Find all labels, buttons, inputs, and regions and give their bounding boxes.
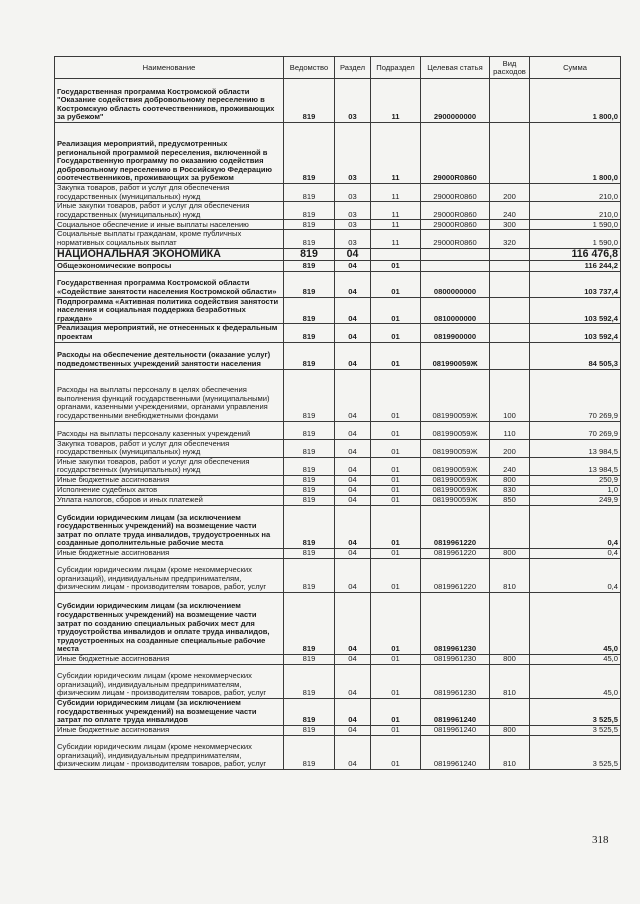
cell-ved: 819 — [284, 475, 335, 485]
cell-razdel: 04 — [335, 592, 371, 654]
cell-name: Подпрограмма «Активная политика содействия занятости населения и социальная поддержка безработных граждан» — [55, 297, 284, 324]
cell-podrazdel: 01 — [371, 735, 421, 769]
cell-ved: 819 — [284, 735, 335, 769]
table-row — [55, 654, 621, 664]
cell-name: Закупка товаров, работ и услуг для обеспечения государственных (муниципальных) нужд — [55, 184, 284, 202]
cell-name: Субсидии юридическим лицам (за исключением государственных учреждений) на возмещение части затрат по оплате труда инвалидов, трудоустроенных на созданные дополнительные рабочие места — [55, 505, 284, 548]
cell-podrazdel: 01 — [371, 548, 421, 558]
cell-name: Социальное обеспечение и иные выплаты населению — [55, 220, 284, 230]
table-row — [55, 592, 621, 654]
cell-podrazdel: 01 — [371, 698, 421, 725]
cell-ved: 819 — [284, 457, 335, 475]
table-row — [55, 457, 621, 475]
cell-vid — [490, 324, 530, 342]
cell-name: Субсидии юридическим лицам (кроме некоммерческих организаций), индивидуальным предпринимателям, физическим лицам - производителям товаров, работ, услуг — [55, 558, 284, 592]
cell-razdel: 03 — [335, 123, 371, 184]
cell-vid: 110 — [490, 421, 530, 439]
cell-summa: 103 592,4 — [530, 324, 621, 342]
cell-ved: 819 — [284, 260, 335, 271]
table-row — [55, 297, 621, 324]
cell-celevaya: 0810000000 — [421, 297, 490, 324]
cell-razdel: 04 — [335, 505, 371, 548]
cell-celevaya: 0819961220 — [421, 548, 490, 558]
cell-podrazdel: 11 — [371, 79, 421, 123]
cell-summa: 103 737,4 — [530, 271, 621, 297]
cell-podrazdel: 11 — [371, 230, 421, 248]
budget-table — [54, 56, 621, 770]
cell-ved: 819 — [284, 725, 335, 735]
cell-razdel: 04 — [335, 558, 371, 592]
cell-vid — [490, 698, 530, 725]
cell-celevaya: 0819961240 — [421, 698, 490, 725]
cell-summa: 3 525,5 — [530, 698, 621, 725]
cell-name: Иные бюджетные ассигнования — [55, 475, 284, 485]
cell-razdel: 04 — [335, 271, 371, 297]
cell-ved: 819 — [284, 184, 335, 202]
cell-podrazdel: 01 — [371, 495, 421, 505]
cell-summa: 116 244,2 — [530, 260, 621, 271]
table-row — [55, 698, 621, 725]
cell-ved: 819 — [284, 592, 335, 654]
cell-name: Иные бюджетные ассигнования — [55, 654, 284, 664]
cell-summa: 1,0 — [530, 485, 621, 495]
table-row — [55, 664, 621, 698]
cell-ved: 819 — [284, 271, 335, 297]
cell-razdel: 03 — [335, 79, 371, 123]
cell-podrazdel: 01 — [371, 558, 421, 592]
cell-razdel: 04 — [335, 457, 371, 475]
cell-vid: 100 — [490, 369, 530, 421]
cell-celevaya: 2900000000 — [421, 79, 490, 123]
cell-summa: 0,4 — [530, 505, 621, 548]
cell-name: Государственная программа Костромской области "Оказание содействия добровольному переселению в Костромскую область соотечественников, проживающих за рубежом" — [55, 79, 284, 123]
cell-summa: 0,4 — [530, 558, 621, 592]
cell-vid: 800 — [490, 548, 530, 558]
cell-ved: 819 — [284, 230, 335, 248]
cell-ved: 819 — [284, 324, 335, 342]
cell-podrazdel: 01 — [371, 485, 421, 495]
cell-summa: 103 592,4 — [530, 297, 621, 324]
cell-celevaya: 0819961240 — [421, 725, 490, 735]
cell-razdel: 03 — [335, 230, 371, 248]
cell-razdel: 03 — [335, 220, 371, 230]
cell-ved: 819 — [284, 297, 335, 324]
cell-vid: 240 — [490, 202, 530, 220]
cell-razdel: 04 — [335, 439, 371, 457]
cell-name: Реализация мероприятий, предусмотренных региональной программой переселения, включенной в Государственную программу по оказанию содействия добровольному переселению в Российскую Федерацию соотечественников, проживающих за рубежом — [55, 123, 284, 184]
cell-podrazdel: 01 — [371, 505, 421, 548]
cell-vid — [490, 123, 530, 184]
cell-celevaya: 0819961230 — [421, 592, 490, 654]
table-row — [55, 260, 621, 271]
cell-name: Субсидии юридическим лицам (кроме некоммерческих организаций), индивидуальным предпринимателям, физическим лицам - производителям товаров, работ, услуг — [55, 735, 284, 769]
table-row — [55, 735, 621, 769]
cell-podrazdel: 11 — [371, 202, 421, 220]
cell-podrazdel: 01 — [371, 271, 421, 297]
header-name: Наименование — [55, 57, 284, 79]
cell-vid — [490, 297, 530, 324]
cell-name: Иные закупки товаров, работ и услуг для обеспечения государственных (муниципальных) нужд — [55, 457, 284, 475]
cell-vid: 240 — [490, 457, 530, 475]
cell-name: НАЦИОНАЛЬНАЯ ЭКОНОМИКА — [55, 248, 284, 260]
cell-ved: 819 — [284, 485, 335, 495]
cell-ved: 819 — [284, 495, 335, 505]
table-row — [55, 439, 621, 457]
cell-name: Иные бюджетные ассигнования — [55, 548, 284, 558]
cell-razdel: 04 — [335, 248, 371, 260]
table-row — [55, 230, 621, 248]
cell-celevaya: 0819900000 — [421, 324, 490, 342]
cell-razdel: 03 — [335, 184, 371, 202]
cell-razdel: 04 — [335, 698, 371, 725]
cell-celevaya: 081990059Ж — [421, 369, 490, 421]
cell-vid — [490, 248, 530, 260]
cell-summa: 84 505,3 — [530, 342, 621, 369]
header-razdel: Раздел — [335, 57, 371, 79]
cell-celevaya: 0819961240 — [421, 735, 490, 769]
cell-razdel: 04 — [335, 664, 371, 698]
cell-celevaya — [421, 260, 490, 271]
cell-vid: 200 — [490, 184, 530, 202]
cell-name: Социальные выплаты гражданам, кроме публичных нормативных социальных выплат — [55, 230, 284, 248]
cell-celevaya: 29000R0860 — [421, 202, 490, 220]
cell-razdel: 04 — [335, 735, 371, 769]
cell-summa: 70 269,9 — [530, 421, 621, 439]
cell-vid — [490, 592, 530, 654]
header-ved: Ведомство — [284, 57, 335, 79]
cell-ved: 819 — [284, 342, 335, 369]
header-summa: Сумма — [530, 57, 621, 79]
cell-celevaya: 29000R0860 — [421, 184, 490, 202]
cell-summa: 250,9 — [530, 475, 621, 485]
cell-vid: 320 — [490, 230, 530, 248]
cell-ved: 819 — [284, 654, 335, 664]
cell-ved: 819 — [284, 248, 335, 260]
cell-vid: 300 — [490, 220, 530, 230]
cell-celevaya: 0819961220 — [421, 558, 490, 592]
cell-summa: 1 590,0 — [530, 220, 621, 230]
cell-vid: 850 — [490, 495, 530, 505]
cell-summa: 1 590,0 — [530, 230, 621, 248]
cell-summa: 210,0 — [530, 184, 621, 202]
header-podrazdel: Подраздел — [371, 57, 421, 79]
cell-podrazdel: 01 — [371, 324, 421, 342]
cell-celevaya: 0800000000 — [421, 271, 490, 297]
cell-podrazdel: 01 — [371, 260, 421, 271]
cell-summa: 1 800,0 — [530, 123, 621, 184]
cell-celevaya: 081990059Ж — [421, 439, 490, 457]
cell-ved: 819 — [284, 421, 335, 439]
cell-name: Расходы на обеспечение деятельности (оказание услуг) подведомственных учреждений занятости населения — [55, 342, 284, 369]
table-row — [55, 202, 621, 220]
cell-celevaya: 29000R0860 — [421, 123, 490, 184]
cell-summa: 3 525,5 — [530, 735, 621, 769]
cell-ved: 819 — [284, 664, 335, 698]
table-row — [55, 558, 621, 592]
table-row — [55, 495, 621, 505]
table-row — [55, 123, 621, 184]
cell-razdel: 04 — [335, 297, 371, 324]
cell-podrazdel — [371, 248, 421, 260]
cell-summa: 116 476,8 — [530, 248, 621, 260]
cell-name: Субсидии юридическим лицам (за исключением государственных учреждений) на возмещение части затрат по созданию специальных рабочих мест для трудоустройства инвалидов и оплате труда инвалидов, трудоустроенных на созданные специальные рабочие места — [55, 592, 284, 654]
cell-name: Исполнение судебных актов — [55, 485, 284, 495]
table-row — [55, 324, 621, 342]
cell-razdel: 04 — [335, 421, 371, 439]
cell-podrazdel: 11 — [371, 220, 421, 230]
cell-name: Закупка товаров, работ и услуг для обеспечения государственных (муниципальных) нужд — [55, 439, 284, 457]
cell-razdel: 03 — [335, 202, 371, 220]
cell-ved: 819 — [284, 439, 335, 457]
cell-vid — [490, 342, 530, 369]
cell-vid: 800 — [490, 654, 530, 664]
cell-vid: 200 — [490, 439, 530, 457]
cell-vid — [490, 260, 530, 271]
cell-ved: 819 — [284, 369, 335, 421]
cell-vid: 810 — [490, 558, 530, 592]
cell-name: Государственная программа Костромской области «Содействие занятости населения Костромской области» — [55, 271, 284, 297]
cell-summa: 45,0 — [530, 664, 621, 698]
cell-podrazdel: 11 — [371, 184, 421, 202]
cell-razdel: 04 — [335, 475, 371, 485]
cell-celevaya: 29000R0860 — [421, 230, 490, 248]
cell-name: Уплата налогов, сборов и иных платежей — [55, 495, 284, 505]
cell-celevaya: 081990059Ж — [421, 421, 490, 439]
table-row — [55, 342, 621, 369]
cell-podrazdel: 01 — [371, 664, 421, 698]
cell-vid: 800 — [490, 475, 530, 485]
cell-podrazdel: 01 — [371, 725, 421, 735]
table-body — [55, 79, 621, 770]
cell-name: Иные бюджетные ассигнования — [55, 725, 284, 735]
cell-ved: 819 — [284, 79, 335, 123]
cell-razdel: 04 — [335, 485, 371, 495]
cell-podrazdel: 01 — [371, 342, 421, 369]
table-row — [55, 271, 621, 297]
cell-celevaya: 081990059Ж — [421, 485, 490, 495]
cell-name: Иные закупки товаров, работ и услуг для обеспечения государственных (муниципальных) нужд — [55, 202, 284, 220]
cell-summa: 3 525,5 — [530, 725, 621, 735]
cell-celevaya: 081990059Ж — [421, 475, 490, 485]
cell-celevaya: 0819961230 — [421, 654, 490, 664]
cell-razdel: 04 — [335, 342, 371, 369]
cell-name: Субсидии юридическим лицам (кроме некоммерческих организаций), индивидуальным предпринимателям, физическим лицам - производителям товаров, работ, услуг — [55, 664, 284, 698]
cell-vid: 810 — [490, 735, 530, 769]
table-row — [55, 369, 621, 421]
cell-vid — [490, 271, 530, 297]
cell-ved: 819 — [284, 698, 335, 725]
cell-ved: 819 — [284, 123, 335, 184]
cell-summa: 45,0 — [530, 654, 621, 664]
cell-celevaya: 081990059Ж — [421, 495, 490, 505]
table-row — [55, 548, 621, 558]
cell-summa: 13 984,5 — [530, 439, 621, 457]
header-celevaya: Целевая статья — [421, 57, 490, 79]
cell-razdel: 04 — [335, 369, 371, 421]
cell-razdel: 04 — [335, 260, 371, 271]
cell-name: Общеэкономические вопросы — [55, 260, 284, 271]
cell-vid — [490, 505, 530, 548]
table-row — [55, 475, 621, 485]
cell-ved: 819 — [284, 220, 335, 230]
cell-celevaya — [421, 248, 490, 260]
cell-podrazdel: 01 — [371, 654, 421, 664]
cell-podrazdel: 01 — [371, 475, 421, 485]
cell-vid: 810 — [490, 664, 530, 698]
cell-razdel: 04 — [335, 725, 371, 735]
cell-summa: 1 800,0 — [530, 79, 621, 123]
table-row — [55, 184, 621, 202]
cell-name: Расходы на выплаты персоналу в целях обеспечения выполнения функций государственными (муниципальными) органами, казенными учреждениями, органами управления государственными внебюджетными фондами — [55, 369, 284, 421]
cell-celevaya: 0819961230 — [421, 664, 490, 698]
cell-summa: 70 269,9 — [530, 369, 621, 421]
cell-summa: 13 984,5 — [530, 457, 621, 475]
cell-vid — [490, 79, 530, 123]
page-number: 318 — [592, 834, 609, 846]
cell-summa: 0,4 — [530, 548, 621, 558]
cell-razdel: 04 — [335, 324, 371, 342]
cell-podrazdel: 01 — [371, 439, 421, 457]
cell-podrazdel: 01 — [371, 421, 421, 439]
cell-ved: 819 — [284, 548, 335, 558]
cell-celevaya: 0819961220 — [421, 505, 490, 548]
table-row — [55, 505, 621, 548]
table-row — [55, 725, 621, 735]
table-row — [55, 485, 621, 495]
cell-razdel: 04 — [335, 654, 371, 664]
cell-ved: 819 — [284, 505, 335, 548]
cell-summa: 249,9 — [530, 495, 621, 505]
table-row — [55, 248, 621, 260]
cell-podrazdel: 11 — [371, 123, 421, 184]
cell-podrazdel: 01 — [371, 592, 421, 654]
cell-podrazdel: 01 — [371, 457, 421, 475]
cell-summa: 45,0 — [530, 592, 621, 654]
table-header-row — [55, 57, 621, 79]
cell-ved: 819 — [284, 202, 335, 220]
cell-vid: 830 — [490, 485, 530, 495]
cell-name: Расходы на выплаты персоналу казенных учреждений — [55, 421, 284, 439]
cell-celevaya: 081990059Ж — [421, 342, 490, 369]
table-row — [55, 79, 621, 123]
cell-podrazdel: 01 — [371, 369, 421, 421]
cell-podrazdel: 01 — [371, 297, 421, 324]
cell-razdel: 04 — [335, 495, 371, 505]
cell-celevaya: 29000R0860 — [421, 220, 490, 230]
cell-name: Реализация мероприятий, не отнесенных к федеральным проектам — [55, 324, 284, 342]
cell-razdel: 04 — [335, 548, 371, 558]
cell-celevaya: 081990059Ж — [421, 457, 490, 475]
table-row — [55, 220, 621, 230]
table-row — [55, 421, 621, 439]
header-vid: Вид расходов — [490, 57, 530, 79]
cell-summa: 210,0 — [530, 202, 621, 220]
cell-name: Субсидии юридическим лицам (за исключением государственных учреждений) на возмещение части затрат по оплате труда инвалидов — [55, 698, 284, 725]
cell-vid: 800 — [490, 725, 530, 735]
cell-ved: 819 — [284, 558, 335, 592]
